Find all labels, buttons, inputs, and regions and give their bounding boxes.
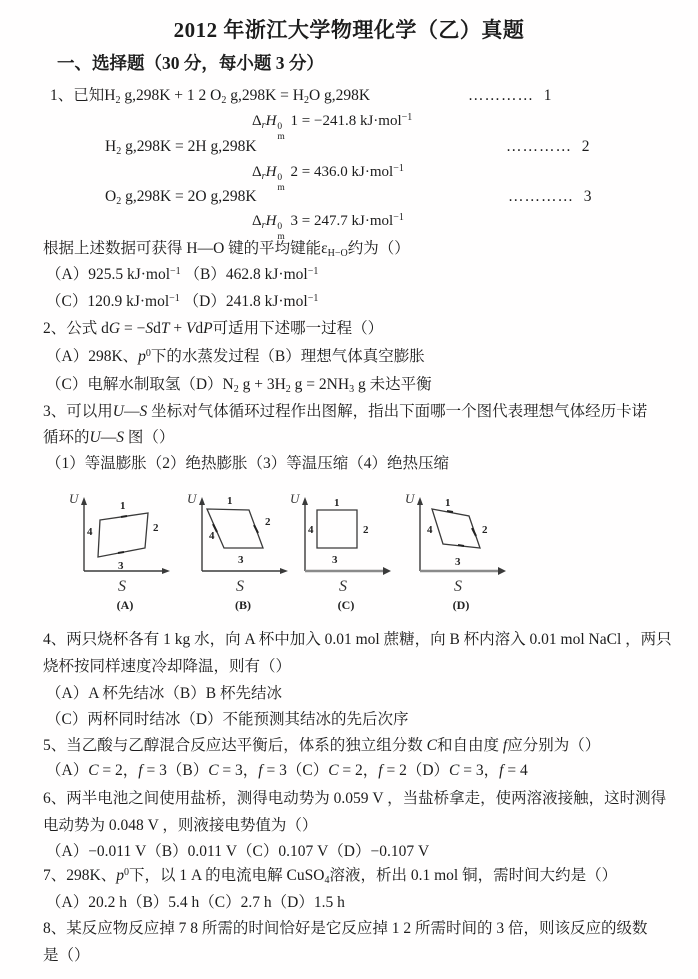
q8-stem-line2: 是（）	[43, 947, 90, 964]
diagram-caption: (B)	[235, 598, 251, 612]
q2-options-ab: （A）298K、$p^0$下的水蒸发过程（B）理想气体真空膨胀	[46, 348, 425, 365]
edge-label-4: 4	[87, 526, 93, 538]
edge-label-4: 4	[308, 524, 314, 536]
u-axis-label: U	[290, 491, 300, 506]
edge-label-2: 2	[265, 516, 271, 528]
q2-options-cd: （C）电解水制取氢$(D)N_2$ $g + 3H_2$ $g = 2NH_3$ g 未达平衡	[46, 376, 432, 395]
q1-equation-2: $\Delta_rH$ 0 m 2 = 436.0 kJ·mol$^{-1}$	[252, 163, 404, 193]
q1-reaction-3: $O_2$ g,298K = 2O g,298K	[105, 188, 257, 207]
q2-stem: 2、公式 dG = −SdT + VdP可适用下述哪一过程（）	[43, 320, 384, 337]
q6-stem-line1: 6、两半电池之间使用盐桥，测得电动势为 0.059 V ，当盐桥拿走，使两溶液接触，这时测得	[43, 790, 667, 807]
q3-process-options: （1）等温膨胀（2）绝热膨胀（3）等温压缩（4）绝热压缩	[46, 455, 450, 472]
s-axis-label: S	[118, 578, 126, 595]
q6-options: （A）−0.011 V（B）0.011 V（C）0.107 V（D）−0.107 V	[46, 843, 430, 860]
edge-label-2: 2	[363, 524, 369, 536]
q7-stem: 7、298K、$p^0$下，以 1 A 的电流电解 CuSO$_4$溶液，析出 0.1 mol 铜，需时间大约是（）	[43, 867, 618, 886]
q1-leader-1: ………… 1	[468, 87, 553, 104]
q1-leader-2: ………… 2	[506, 138, 591, 155]
edge-label-1: 1	[334, 497, 340, 509]
us-diagram-c	[287, 485, 405, 615]
diagram-caption: (D)	[452, 598, 470, 612]
edge-label-3: 3	[455, 556, 461, 568]
edge-label-1: 1	[227, 495, 233, 507]
q4-stem-line2: 烧杯按同样速度冷却降温，则有（）	[43, 658, 292, 675]
page-title: 2012 年浙江大学物理化学（乙）真题	[173, 18, 525, 42]
q3-stem-line1: 3、可以用U—S 坐标对气体循环过程作出图解，指出下面哪一个图代表理想气体经历卡诺	[43, 403, 648, 420]
q6-stem-line2: 电动势为 0.048 V ，则液接电势值为（）	[43, 817, 318, 834]
u-axis-label: U	[69, 491, 79, 506]
s-axis-label: S	[236, 578, 244, 595]
s-axis-label: S	[339, 578, 347, 595]
section-heading: 一、选择题（30 分，每小题 3 分）	[57, 53, 324, 73]
q4-options-cd: （C）两杯同时结冰（D）不能预测其结冰的先后次序	[46, 711, 409, 728]
edge-label-3: 3	[238, 554, 244, 566]
edge-label-4: 4	[427, 524, 433, 536]
q4-stem-line1: 4、两只烧杯各有 1 kg 水，向 A 杯中加入 0.01 mol 蔗糖，向 B 杯内溶入 0.01 mol NaCl ，两只	[43, 631, 672, 648]
q5-options: （A）C = 2，f = 3（B）C = 3，f = 3（C）C = 2，f = 2（D）C = 3，f = 4	[46, 762, 528, 779]
edge-label-1: 1	[120, 500, 126, 512]
q1-leader-3: ………… 3	[508, 188, 593, 205]
s-axis-label: S	[454, 578, 462, 595]
q1-options-cd: （C）120.9 kJ·mol$^{-1}$ （D）241.8 kJ·mol$^{-1}$	[46, 293, 319, 310]
q1-options-ab: （A）925.5 kJ·mol$^{-1}$ （B）462.8 kJ·mol$^{-1}$	[46, 266, 319, 283]
q4-options-ab: （A）A 杯先结冰（B）B 杯先结冰	[46, 685, 282, 702]
edge-label-4: 4	[209, 530, 215, 542]
q8-stem-line1: 8、某反应物反应掉 7 8 所需的时间恰好是它反应掉 1 2 所需时间的 3 倍，则该反应的级数	[43, 920, 648, 937]
u-axis-label: U	[405, 491, 415, 506]
us-diagram-d	[402, 485, 520, 615]
q1-reaction-2: $H_2$ g,298K = 2H g,298K	[105, 138, 257, 157]
diagram-caption: (A)	[116, 598, 134, 612]
q1-followup: 根据上述数据可获得 H—O 键的平均键能$\varepsilon_{H-O}$约为（）	[43, 240, 410, 259]
q1-equation-1: $\Delta_rH$ 0 m 1 = −241.8 kJ·mol$^{-1}$	[252, 112, 413, 142]
u-axis-label: U	[187, 491, 197, 506]
us-diagram-a	[66, 485, 184, 615]
q3-stem-line2: 循环的U—S 图（）	[43, 429, 175, 446]
edge-label-1: 1	[445, 497, 451, 509]
edge-label-3: 3	[118, 560, 124, 572]
q7-options: （A）20.2 h（B）5.4 h（C）2.7 h（D）1.5 h	[46, 894, 345, 911]
edge-label-2: 2	[482, 524, 488, 536]
edge-label-3: 3	[332, 554, 338, 566]
q1-equation-3: $\Delta_rH$ 0 m 3 = 247.7 kJ·mol$^{-1}$	[252, 212, 404, 242]
us-diagram-b	[184, 485, 302, 615]
edge-label-2: 2	[153, 522, 159, 534]
diagram-caption: (C)	[337, 598, 355, 612]
q5-stem: 5、当乙酸与乙醇混合反应达平衡后，体系的独立组分数 C和自由度 f应分别为（）	[43, 737, 601, 754]
q1-stem: 1、已知$H_2$ g,298K + 1 2 $O_2$ $g,298K = H_2O$ g,298K	[50, 87, 371, 106]
